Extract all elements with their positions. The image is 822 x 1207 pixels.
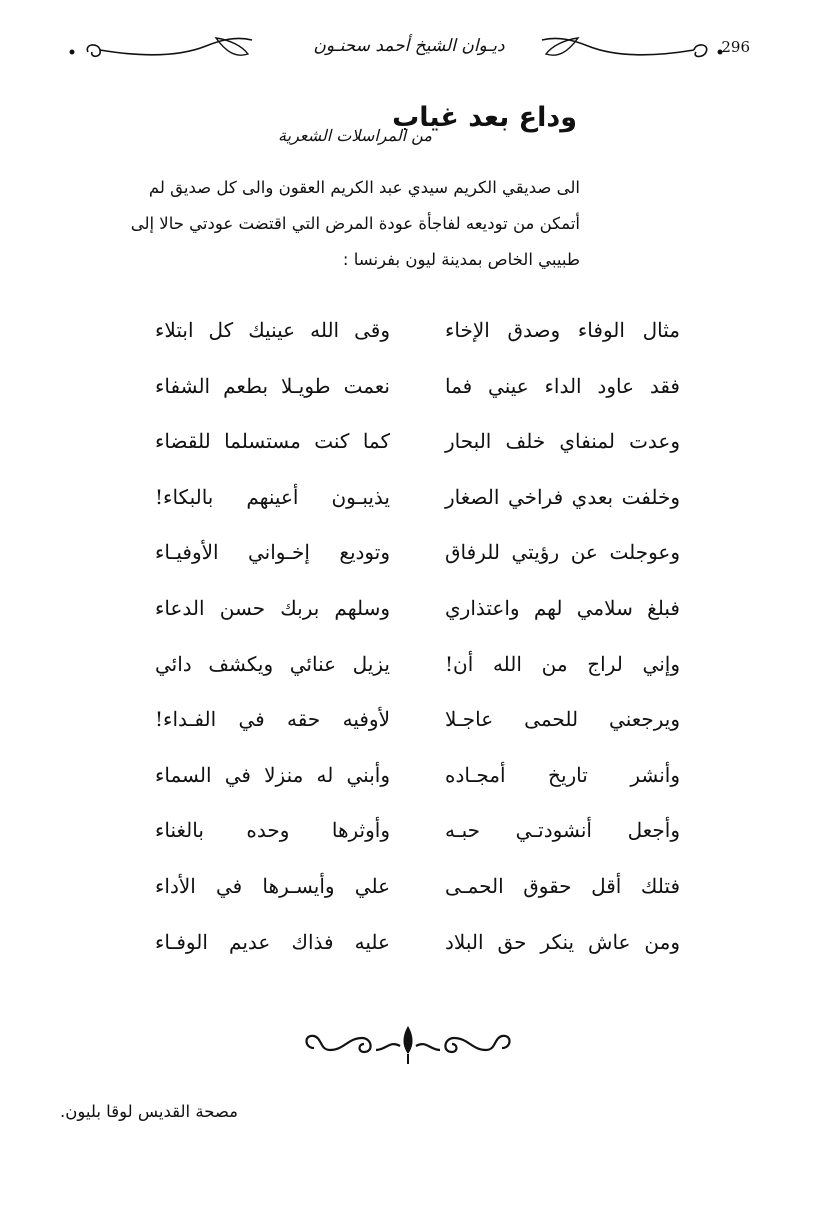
right-header-ornament-icon xyxy=(538,32,728,68)
poem-subtitle: من المراسلات الشعرية xyxy=(278,126,432,145)
poem-verses xyxy=(140,310,680,977)
verse-second-hemistich: وقى الله عينيك كل ابتلاء xyxy=(155,318,390,342)
verse-first-hemistich: ويرجعني للحمى عاجـلا xyxy=(445,707,680,732)
verse-first-hemistich: وأنشر تاريخ أمجـاده xyxy=(445,762,680,787)
verse-second-hemistich: يزيل عنائي ويكشف دائي xyxy=(155,651,390,676)
verse-second-hemistich: وأبني له منزلا في السماء xyxy=(155,762,390,787)
verse-row xyxy=(140,699,680,755)
page-number: 296 xyxy=(721,38,750,56)
verse-row xyxy=(140,477,680,533)
verse-second-hemistich: كما كنت مستسلما للقضاء xyxy=(155,429,390,454)
verse-row xyxy=(140,922,680,978)
verse-second-hemistich: وتوديع إخـواني الأوفيـاء xyxy=(155,540,390,565)
left-header-ornament-icon xyxy=(66,32,256,68)
verse-row xyxy=(140,532,680,588)
verse-row xyxy=(140,866,680,922)
verse-second-hemistich: يذيبـون أعينهم بالبكاء! xyxy=(155,484,390,509)
running-title: ديـوان الشيخ أحمد سحنـون xyxy=(313,36,505,56)
verse-row xyxy=(140,588,680,644)
intro-line: الى صديقي الكريم سيدي عبد الكريم العقون والى كل صديق لم xyxy=(148,178,580,197)
verse-row xyxy=(140,421,680,477)
verse-second-hemistich: علي وأيسـرها في الأداء xyxy=(155,873,390,898)
verse-first-hemistich: فبلغ سلامي لهم واعتذاري xyxy=(445,595,680,620)
intro-line: طبيبي الخاص بمدينة ليون بفرنسا : xyxy=(342,250,580,269)
verse-second-hemistich: عليه فذاك عديم الوفـاء xyxy=(155,929,390,954)
verse-row xyxy=(140,310,680,366)
page-header xyxy=(60,26,760,70)
verse-row xyxy=(140,810,680,866)
intro-line: أتمكن من توديعه لفاجأة عودة المرض التي اقتضت عودتي حالا إلى xyxy=(130,214,580,233)
verse-first-hemistich: وعوجلت عن رؤيتي للرفاق xyxy=(445,540,680,565)
closing-location: مصحة القديس لوقا بليون. xyxy=(60,1102,239,1121)
verse-row xyxy=(140,644,680,700)
verse-first-hemistich: وخلفت بعدي فراخي الصغار xyxy=(445,484,680,509)
verse-row xyxy=(140,366,680,422)
verse-first-hemistich: فقد عاود الداء عيني فما xyxy=(445,373,680,398)
verse-row xyxy=(140,755,680,811)
verse-second-hemistich: وسلهم بربك حسن الدعاء xyxy=(155,595,390,620)
verse-first-hemistich: وإني لراج من الله أن! xyxy=(445,651,680,676)
verse-first-hemistich: ومن عاش ينكر حق البلاد xyxy=(445,929,680,954)
verse-second-hemistich: لأوفيه حقه في الفـداء! xyxy=(155,707,390,732)
verse-first-hemistich: فتلك أقل حقوق الحمـى xyxy=(445,873,680,898)
verse-first-hemistich: وأجعل أنشودتـي حبـه xyxy=(445,818,680,843)
poem-title: وداع بعد غياب xyxy=(392,102,577,133)
intro-paragraph xyxy=(92,170,580,278)
verse-first-hemistich: مثال الوفاء وصدق الإخاء xyxy=(445,318,680,342)
verse-second-hemistich: نعمت طويـلا بطعم الشفاء xyxy=(155,373,390,398)
verse-first-hemistich: وعدت لمنفاي خلف البحار xyxy=(445,429,680,454)
end-ornament-icon xyxy=(300,1020,516,1070)
verse-second-hemistich: وأوثرها وحده بالغناء xyxy=(155,818,390,843)
